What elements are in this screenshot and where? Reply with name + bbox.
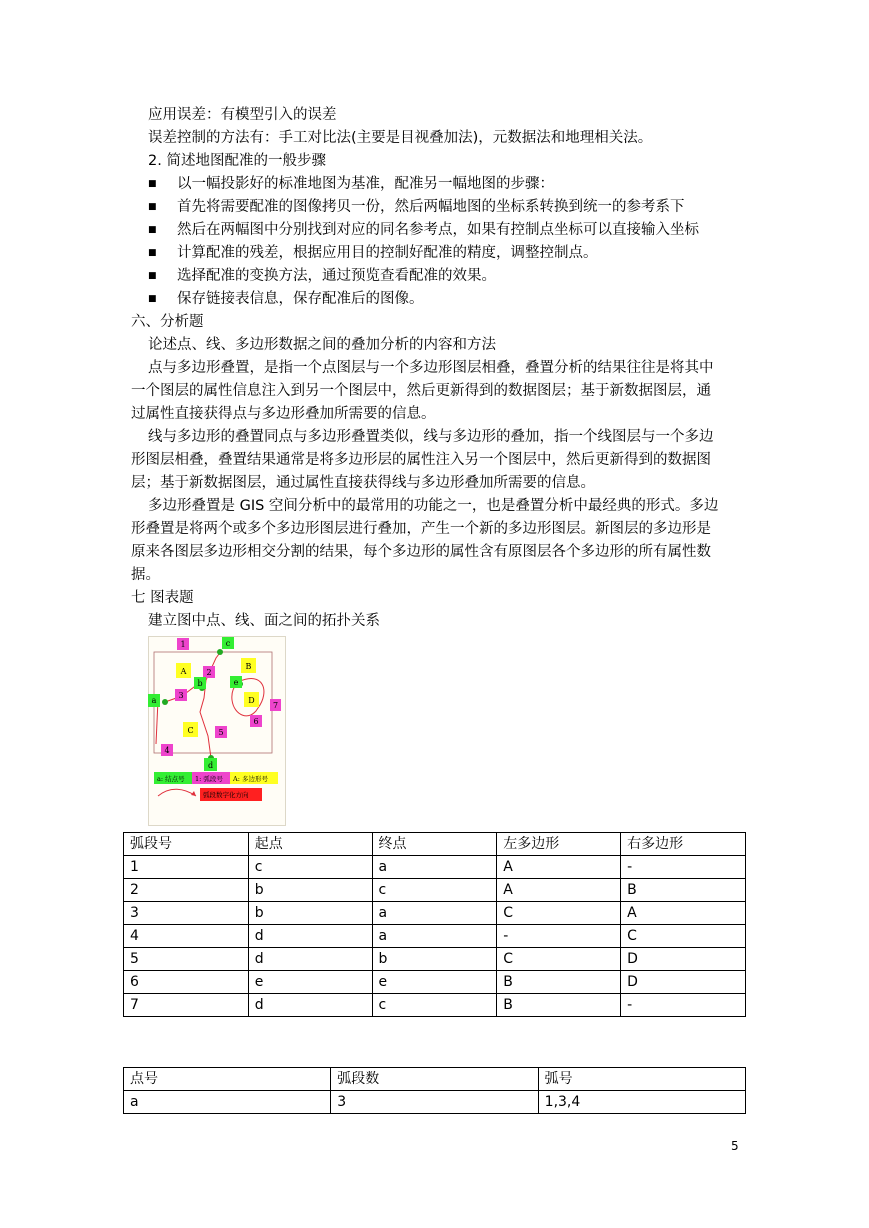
bullet-icon: ■ xyxy=(148,202,157,212)
bullet-icon: ■ xyxy=(148,294,157,304)
node-label: a xyxy=(151,696,157,705)
paragraph-line-polygon: 层；基于新数据图层，通过属性直接获得线与多边形叠加所需要的信息。 xyxy=(131,475,595,491)
table-cell: 7 xyxy=(124,994,249,1017)
table-header-cell: 弧号 xyxy=(538,1068,745,1091)
table-cell: 5 xyxy=(124,948,249,971)
table-cell: e xyxy=(372,971,497,994)
table-row xyxy=(124,1091,746,1114)
table-cell: 6 xyxy=(124,971,249,994)
topology-diagram xyxy=(148,636,286,826)
table-cell: 3 xyxy=(124,902,249,925)
polygon-label: C xyxy=(187,726,194,735)
table-row xyxy=(124,902,746,925)
table-cell: b xyxy=(372,948,497,971)
table-row xyxy=(124,856,746,879)
list-item: 保存链接表信息，保存配准后的图像。 xyxy=(177,291,424,307)
bullet-icon: ■ xyxy=(148,225,157,235)
paragraph-application-error: 应用误差：有模型引入的误差 xyxy=(148,107,337,123)
table-cell: c xyxy=(372,879,497,902)
section-6-question: 论述点、线、多边形数据之间的叠加分析的内容和方法 xyxy=(148,337,496,353)
list-item: 以一幅投影好的标准地图为基准，配准另一幅地图的步骤： xyxy=(177,176,554,192)
table-cell: A xyxy=(621,902,746,925)
paragraph-line-polygon: 形图层相叠，叠置结果通常是将多边形层的属性注入另一个图层中，然后更新得到的数据图 xyxy=(131,452,711,468)
section-6-heading: 六、分析题 xyxy=(131,314,204,330)
table-cell: c xyxy=(248,856,372,879)
table-cell: C xyxy=(497,902,621,925)
table-cell: a xyxy=(124,1091,331,1114)
table-cell: A xyxy=(497,879,621,902)
table-cell: 4 xyxy=(124,925,249,948)
table-row xyxy=(124,971,746,994)
bullet-icon: ■ xyxy=(148,248,157,258)
section-7-heading: 七 图表题 xyxy=(131,590,194,606)
bullet-icon: ■ xyxy=(148,271,157,281)
node-label: d xyxy=(207,761,214,770)
table-cell: c xyxy=(372,994,497,1017)
table-cell: B xyxy=(497,971,621,994)
table-header-cell: 右多边形 xyxy=(621,833,746,856)
arc-topology-table xyxy=(123,832,746,1017)
paragraph-point-polygon: 点与多边形叠置，是指一个点图层与一个多边形图层相叠，叠置分析的结果往往是将其中 xyxy=(148,360,714,376)
paragraph-polygon-overlay: 形叠置是将两个或多个多边形图层进行叠加，产生一个新的多边形图层。新图层的多边形是 xyxy=(131,521,711,537)
arc-label: 1 xyxy=(180,640,186,649)
table-header-cell: 弧段数 xyxy=(331,1068,538,1091)
table-cell: - xyxy=(621,856,746,879)
table-cell: - xyxy=(621,994,746,1017)
table-cell: C xyxy=(497,948,621,971)
arc-label: 5 xyxy=(218,728,224,737)
paragraph-line-polygon: 线与多边形的叠置同点与多边形叠置类似，线与多边形的叠加，指一个线图层与一个多边 xyxy=(148,429,714,445)
table-row xyxy=(124,948,746,971)
question-2-heading: 2. 简述地图配准的一般步骤 xyxy=(148,153,326,169)
table-row xyxy=(124,879,746,902)
table-cell: A xyxy=(497,856,621,879)
arc-label: 2 xyxy=(206,668,212,677)
table-header-cell: 弧段号 xyxy=(124,833,249,856)
table-header-cell: 终点 xyxy=(372,833,497,856)
table-cell: 1,3,4 xyxy=(538,1091,745,1114)
arc-label: 7 xyxy=(272,701,279,710)
polygon-label: B xyxy=(245,662,252,671)
polygon-label: D xyxy=(248,696,255,705)
table-cell: a xyxy=(372,856,497,879)
paragraph-point-polygon: 一个图层的属性信息注入到另一个图层中，然后更新得到的数据图层；基于新数据图层，通 xyxy=(131,383,711,399)
legend-polygon-label: A: 多边形号 xyxy=(233,775,268,783)
table-cell: D xyxy=(621,971,746,994)
list-item: 首先将需要配准的图像拷贝一份，然后两幅地图的坐标系转换到统一的参考系下 xyxy=(177,199,685,215)
table-cell: 1 xyxy=(124,856,249,879)
list-item: 计算配准的残差，根据应用目的控制好配准的精度，调整控制点。 xyxy=(177,245,598,261)
node-label: c xyxy=(225,639,231,648)
paragraph-polygon-overlay: 多边形叠置是 GIS 空间分析中的最常用的功能之一，也是叠置分析中最经典的形式。多边 xyxy=(148,498,719,514)
table-cell: a xyxy=(372,902,497,925)
table-row xyxy=(124,925,746,948)
table-cell: B xyxy=(497,994,621,1017)
arc-label: 4 xyxy=(164,746,170,755)
paragraph-point-polygon: 过属性直接获得点与多边形叠加所需要的信息。 xyxy=(131,406,436,422)
node-marker xyxy=(162,699,168,705)
table-header-row xyxy=(124,1068,746,1091)
list-item: 选择配准的变换方法，通过预览查看配准的效果。 xyxy=(177,268,496,284)
section-7-question: 建立图中点、线、面之间的拓扑关系 xyxy=(148,613,380,629)
page-number: 5 xyxy=(731,1139,739,1153)
list-item: 然后在两幅图中分别找到对应的同名参考点，如果有控制点坐标可以直接输入坐标 xyxy=(177,222,699,238)
table-cell: b xyxy=(248,902,372,925)
table-cell: d xyxy=(248,925,372,948)
table-cell: a xyxy=(372,925,497,948)
table-cell: d xyxy=(248,994,372,1017)
table-cell: b xyxy=(248,879,372,902)
arc-label: 3 xyxy=(178,691,184,700)
table-cell: B xyxy=(621,879,746,902)
table-header-row xyxy=(124,833,746,856)
legend-node-label: a: 结点号 xyxy=(157,775,185,783)
table-cell: e xyxy=(248,971,372,994)
table-cell: - xyxy=(497,925,621,948)
arc-label: 6 xyxy=(253,717,259,726)
table-header-cell: 左多边形 xyxy=(497,833,621,856)
table-header-cell: 起点 xyxy=(248,833,372,856)
paragraph-polygon-overlay: 原来各图层多边形相交分割的结果，每个多边形的属性含有原图层各个多边形的所有属性数 xyxy=(131,544,711,560)
table-cell: C xyxy=(621,925,746,948)
node-marker xyxy=(217,649,223,655)
table-row xyxy=(124,994,746,1017)
legend-direction-label: 弧段数字化方向 xyxy=(203,791,249,799)
node-label: e xyxy=(233,678,239,687)
legend-arc-label: 1: 弧段号 xyxy=(195,775,223,783)
table-header-cell: 点号 xyxy=(124,1068,331,1091)
table-cell: D xyxy=(621,948,746,971)
paragraph-polygon-overlay: 据。 xyxy=(131,567,160,583)
polygon-label: A xyxy=(180,667,187,676)
node-topology-table xyxy=(123,1067,746,1114)
table-cell: 2 xyxy=(124,879,249,902)
table-cell: d xyxy=(248,948,372,971)
bullet-icon: ■ xyxy=(148,179,157,189)
node-label: b xyxy=(197,679,203,688)
paragraph-error-control: 误差控制的方法有：手工对比法(主要是目视叠加法)，元数据法和地理相关法。 xyxy=(148,130,653,146)
table-cell: 3 xyxy=(331,1091,538,1114)
